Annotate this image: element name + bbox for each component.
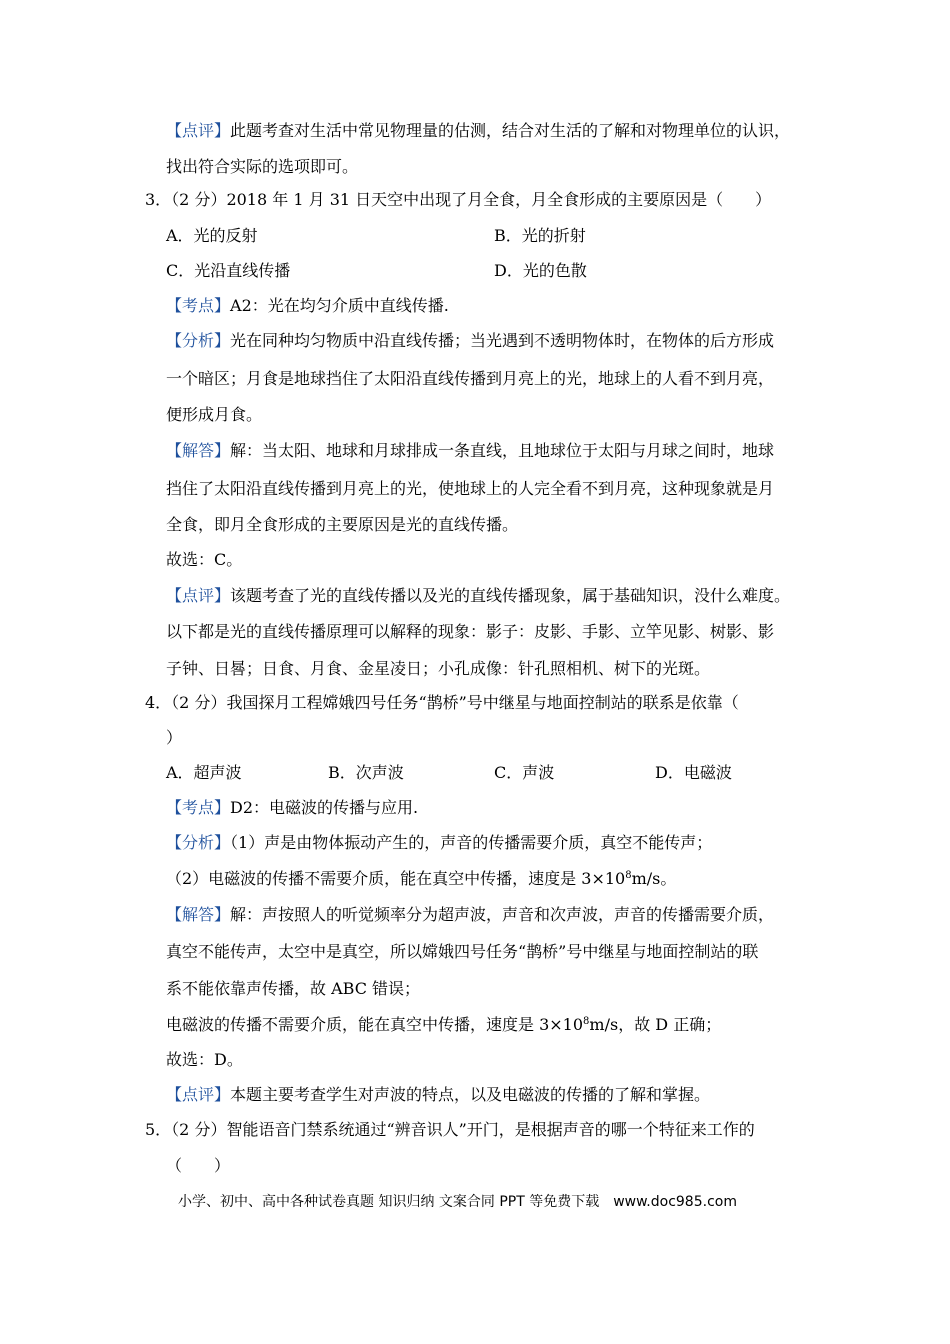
q4-answer-line-2: 真空不能传声，太空中是真空，所以嫦娥四号任务“鹊桥”号中继星与地面控制站的联 [166,942,759,961]
q3-answer-line-2: 挡住了太阳沿直线传播到月亮上的光，使地球上的人完全看不到月亮，这种现象就是月 [166,479,775,498]
q3-point: 【考点】A2：光在均匀介质中直线传播. [166,296,449,315]
q5-stem-line-1: 5．（2 分）智能语音门禁系统通过“辨音识人”开门，是根据声音的哪一个特征来工作的 [145,1120,755,1139]
q3-choice: 故选：C。 [166,550,243,569]
analysis-tag: 【分析】 [166,833,231,852]
q3-stem: 3．（2 分）2018 年 1 月 31 日天空中出现了月全食，月全食形成的主要原因是（ ） [145,190,772,209]
q4-stem-line-1: 4．（2 分）我国探月工程嫦娥四号任务“鹊桥”号中继星与地面控制站的联系是依靠（ [145,693,739,712]
q4-stem-line-2: ） [166,728,183,747]
q3-review-line-2: 以下都是光的直线传播原理可以解释的现象：影子：皮影、手影、立竿见影、树影、影 [166,622,775,641]
q3-answer-line-3: 全食，即月全食形成的主要原因是光的直线传播。 [166,515,519,534]
prev-review-line-2: 找出符合实际的选项即可。 [166,157,359,176]
q4-answer-line-3: 系不能依靠声传播，故 ABC 错误； [166,979,421,998]
q3-analysis-line-3: 便形成月食。 [166,405,263,424]
answer-tag: 【解答】 [166,441,231,460]
q3-review-line-1: 【点评】该题考查了光的直线传播以及光的直线传播现象，属于基础知识，没什么难度。 [166,586,791,605]
q3-option-a: A．光的反射 [166,226,258,245]
q4-option-d: D．电磁波 [655,763,732,782]
q4-answer-line-4: 电磁波的传播不需要介质，能在真空中传播，速度是 $3\times 10^8m/s$，故 D 正确； [166,1015,722,1034]
q4-analysis-line-1: 【分析】（1）声是由物体振动产生的，声音的传播需要介质，真空不能传声； [166,833,713,852]
page-footer: 小学、初中、高中各种试卷真题 知识归纳 文案合同 PPT 等免费下载 www.doc985.com [178,1194,737,1210]
answer-tag: 【解答】 [166,905,231,924]
q3-option-d: D．光的色散 [494,261,587,280]
analysis-tag: 【分析】 [166,331,231,350]
review-tag: 【点评】 [166,586,231,605]
q3-option-c: C．光沿直线传播 [166,261,291,280]
q4-choice: 故选：D。 [166,1050,243,1069]
point-tag: 【考点】 [166,798,231,817]
review-tag: 【点评】 [166,1085,231,1104]
q5-stem-line-2: （ ） [166,1156,231,1175]
q3-analysis-line-1: 【分析】光在同种均匀物质中沿直线传播；当光遇到不透明物体时，在物体的后方形成 [166,331,775,350]
review-tag: 【点评】 [166,121,231,140]
q4-answer-line-1: 【解答】解：声按照人的听觉频率分为超声波，声音和次声波，声音的传播需要介质， [166,905,775,924]
q4-point: 【考点】D2：电磁波的传播与应用. [166,798,419,817]
q3-answer-line-1: 【解答】解：当太阳、地球和月球排成一条直线，且地球位于太阳与月球之间时，地球 [166,441,775,460]
q4-option-c: C．声波 [494,763,555,782]
q3-option-b: B．光的折射 [494,226,586,245]
q4-analysis-line-2: （2）电磁波的传播不需要介质，能在真空中传播，速度是 $3\times 10^8m/s$。 [166,869,677,888]
point-tag: 【考点】 [166,296,231,315]
prev-review-line-1: 【点评】此题考查对生活中常见物理量的估测，结合对生活的了解和对物理单位的认识， [166,121,791,140]
q4-review: 【点评】本题主要考查学生对声波的特点，以及电磁波的传播的了解和掌握。 [166,1085,711,1104]
q4-option-a: A．超声波 [166,763,242,782]
q3-review-line-3: 子钟、日晷；日食、月食、金星凌日；小孔成像：针孔照相机、树下的光斑。 [166,659,711,678]
q4-option-b: B．次声波 [328,763,404,782]
q3-analysis-line-2: 一个暗区；月食是地球挡住了太阳沿直线传播到月亮上的光，地球上的人看不到月亮， [166,369,775,388]
